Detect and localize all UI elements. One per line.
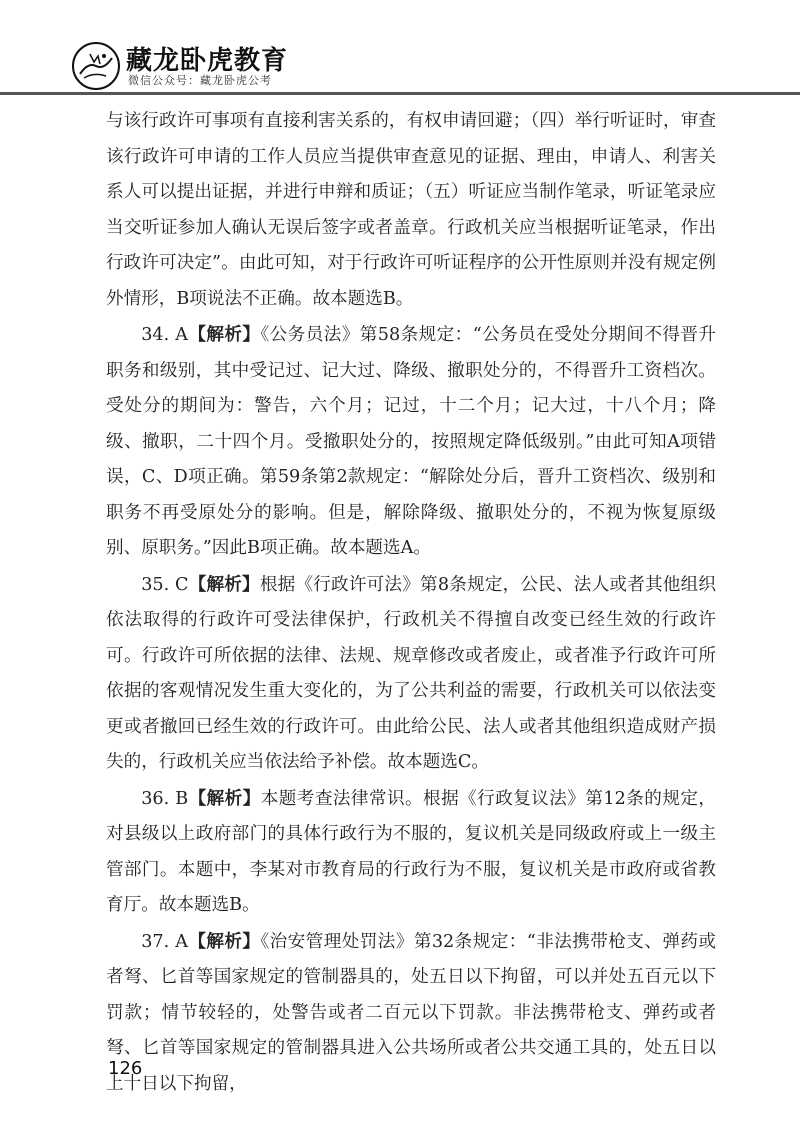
paragraph-q34 — [106, 317, 716, 567]
brand-subtitle: 微信公众号：藏龙卧虎公考 — [128, 74, 272, 87]
page-number: 126 — [108, 1058, 143, 1079]
header-divider — [0, 92, 800, 95]
question-number: 35. C — [141, 574, 189, 595]
paragraph-text: 根据《行政许可法》第8条规定，公民、法人或者其他组织依法取得的行政许可受法律保护，行政机关不得擅自改变已经生效的行政许可。行政许可所依据的法律、法规、规章修改或者废止，或者准予行政许可所依据的客观情况发生重大变化的，为了公共利益的需要，行政机关可以依法变更或者撤回已经生效的行政许可。由此给公民、法人或者其他组织造成财产损失的，行政机关应当依法给予补偿。故本题选C。 — [106, 574, 716, 772]
analysis-tag: 【解析】 — [188, 573, 260, 595]
paragraph-q35 — [106, 567, 716, 781]
paragraph-q36 — [106, 781, 716, 924]
analysis-tag: 【解析】 — [187, 930, 261, 952]
paragraph-text: 本题考查法律常识。根据《行政复议法》第12条的规定，对县级以上政府部门的具体行政行为不服的，复议机关是同级政府或上一级主管部门。本题中，李某对市教育局的行政行为不服，复议机关是市政府或省教育厅。故本题选B。 — [106, 788, 716, 915]
question-number: 34. A — [141, 325, 188, 345]
paragraph-q37 — [106, 924, 716, 1103]
question-number: 37. A — [141, 931, 188, 952]
answer-explanations — [106, 104, 716, 1102]
paragraph-text: 《公务员法》第58条规定：“公务员在受处分期间不得晋升职务和级别，其中受记过、记大过、降级、撤职处分的，不得晋升工资档次。受处分的期间为：警告，六个月；记过，十二个月；记大过，十八个月；降级、撤职，二十四个月。受撤职处分的，按照规定降低级别。”由此可知A项错误，C、D项正确。第59条第2款规定：“解除处分后，晋升工资档次、级别和职务不再受原处分的影响。但是，解除降级、撤职处分的，不视为恢复原级别、原职务。”因此B项正确。故本题选A。 — [106, 325, 716, 558]
brand-title: 藏龙卧虎教育 — [126, 46, 289, 76]
paragraph-continuation — [106, 104, 716, 317]
tiger-logo-icon — [72, 42, 120, 90]
analysis-tag: 【解析】 — [188, 787, 261, 809]
paragraph-text: 与该行政许可事项有直接利害关系的，有权申请回避；（四）举行听证时，审查该行政许可申请的工作人员应当提供审查意见的证据、理由，申请人、利害关系人可以提出证据，并进行申辩和质证；（五）听证应当制作笔录，听证笔录应当交听证参加人确认无误后签字或者盖章。行政机关应当根据听证笔录，作出行政许可决定”。由此可知，对于行政许可听证程序的公开性原则并没有规定例外情形，B项说法不正确。故本题选B。 — [106, 111, 716, 309]
question-number: 36. B — [141, 788, 189, 809]
page-header — [0, 0, 800, 96]
analysis-tag: 【解析】 — [187, 324, 261, 345]
paragraph-text: 《治安管理处罚法》第32条规定：“非法携带枪支、弹药或者弩、匕首等国家规定的管制器具的，处五日以下拘留，可以并处五百元以下罚款；情节较轻的，处警告或者二百元以下罚款。非法携带枪支、弹药或者弩、匕首等国家规定的管制器具进入公共场所或者公共交通工具的，处五日以上十日以下拘留， — [106, 931, 716, 1094]
